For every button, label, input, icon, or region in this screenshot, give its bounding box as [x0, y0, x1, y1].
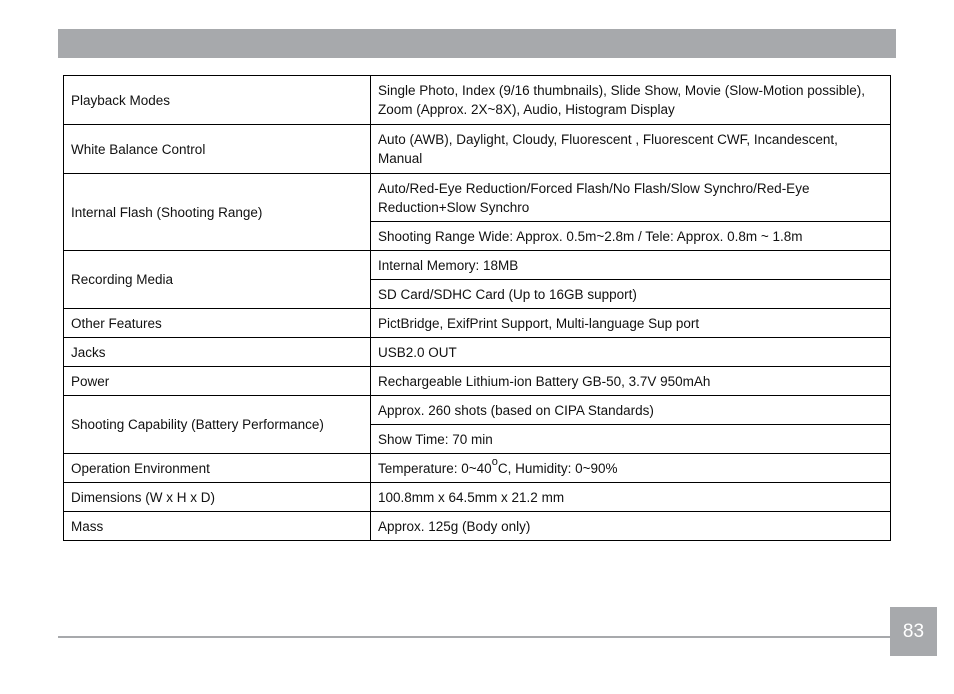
spec-value: Auto/Red-Eye Reduction/Forced Flash/No Flash/Slow Synchro/Red-Eye Reduction+Slow Synchro: [371, 174, 891, 222]
spec-label: Shooting Capability (Battery Performance): [64, 396, 371, 454]
table-row: [64, 454, 891, 483]
table-row: [64, 367, 891, 396]
table-row: [64, 174, 891, 222]
spec-label: Playback Modes: [64, 76, 371, 125]
spec-value: Show Time: 70 min: [371, 425, 891, 454]
spec-value: Shooting Range Wide: Approx. 0.5m~2.8m / Tele: Approx. 0.8m ~ 1.8m: [371, 222, 891, 251]
table-row: [64, 338, 891, 367]
page-number: 83: [890, 607, 937, 656]
specifications-table: [63, 75, 891, 541]
spec-label: Jacks: [64, 338, 371, 367]
table-row: [64, 396, 891, 425]
spec-value: PictBridge, ExifPrint Support, Multi-language Sup port: [371, 309, 891, 338]
spec-label: Power: [64, 367, 371, 396]
degree-symbol: o: [491, 456, 498, 468]
spec-label: Recording Media: [64, 251, 371, 309]
footer-divider: [58, 636, 890, 638]
spec-value: Single Photo, Index (9/16 thumbnails), Slide Show, Movie (Slow-Motion possible), Zoom (Approx. 2X~8X), Audio, Histogram Display: [371, 76, 891, 125]
spec-label: Operation Environment: [64, 454, 371, 483]
header-bar: [58, 29, 896, 58]
spec-label: White Balance Control: [64, 125, 371, 174]
temperature-suffix: C, Humidity: 0~90%: [497, 460, 618, 476]
table-row: [64, 125, 891, 174]
table-row: [64, 512, 891, 541]
spec-value: Internal Memory: 18MB: [371, 251, 891, 280]
spec-value: Rechargeable Lithium-ion Battery GB-50, 3.7V 950mAh: [371, 367, 891, 396]
spec-value: SD Card/SDHC Card (Up to 16GB support): [371, 280, 891, 309]
spec-label: Dimensions (W x H x D): [64, 483, 371, 512]
spec-label: Other Features: [64, 309, 371, 338]
temperature-prefix: Temperature: 0~40: [378, 460, 492, 476]
spec-value: 100.8mm x 64.5mm x 21.2 mm: [371, 483, 891, 512]
spec-label: Internal Flash (Shooting Range): [64, 174, 371, 251]
spec-value: Approx. 260 shots (based on CIPA Standards): [371, 396, 891, 425]
table-row: [64, 309, 891, 338]
spec-value: Approx. 125g (Body only): [371, 512, 891, 541]
spec-value: USB2.0 OUT: [371, 338, 891, 367]
table-row: [64, 251, 891, 280]
spec-label: Mass: [64, 512, 371, 541]
table-row: [64, 483, 891, 512]
spec-value-temperature: [371, 454, 891, 483]
table-row: [64, 76, 891, 125]
spec-value: Auto (AWB), Daylight, Cloudy, Fluorescent , Fluorescent CWF, Incandescent, Manual: [371, 125, 891, 174]
